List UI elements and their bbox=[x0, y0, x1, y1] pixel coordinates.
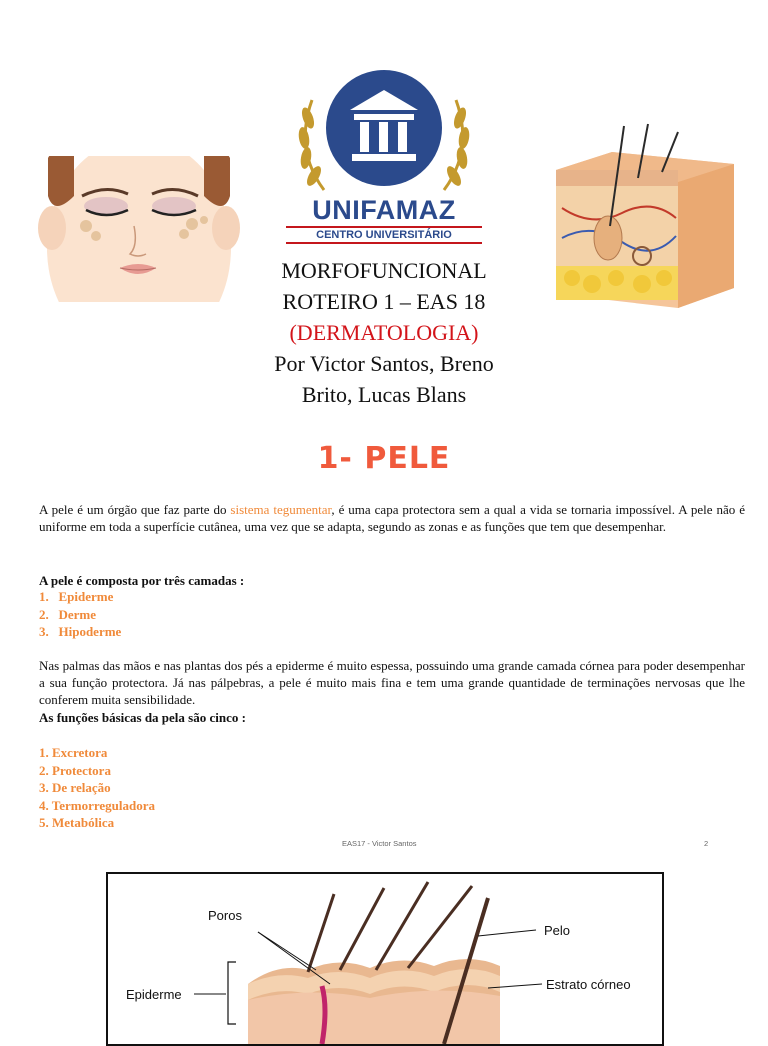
list-item: 4. Termorreguladora bbox=[39, 797, 156, 813]
section-heading: 1- PELE bbox=[317, 441, 451, 476]
list-item: 2. Derme bbox=[39, 606, 97, 622]
title-block bbox=[230, 255, 538, 410]
paragraph-thickness: Nas palmas das mãos e nas plantas dos pés a epiderme é muito espessa, possuindo uma grande camada córnea para poder desempenhar a sua função protectora. Já nas pálpebras, a pele é muito mais fina e tem uma grande quantidade de terminações nervosas que lhe conferem muita sensibilidade. bbox=[39, 658, 745, 707]
paragraph-intro-start: A pele é um órgão que faz parte do bbox=[39, 502, 231, 517]
title-dermatologia: (DERMATOLOGIA) bbox=[289, 320, 479, 345]
page-number: 2 bbox=[704, 839, 709, 848]
list-item: 5. Metabólica bbox=[39, 815, 115, 830]
list-item: 1. Excretora bbox=[39, 745, 108, 760]
paragraph-intro bbox=[39, 501, 745, 535]
link-sistema-tegumentar[interactable]: sistema tegumentar bbox=[230, 502, 332, 517]
authors-line-2: Brito, Lucas Blans bbox=[301, 382, 467, 407]
layers-list bbox=[39, 588, 121, 641]
skin-diagram-figure bbox=[106, 872, 664, 1046]
authors-line-1: Por Victor Santos, Breno bbox=[274, 351, 494, 376]
brand-subtitle: CENTRO UNIVERSITÁRIO bbox=[286, 226, 482, 244]
list-item: 2. Protectora bbox=[39, 762, 111, 778]
functions-list bbox=[39, 744, 155, 832]
label-estrato-corneo: Estrato córneo bbox=[546, 977, 631, 992]
title-line-1: MORFOFUNCIONAL bbox=[281, 258, 487, 283]
label-poros: Poros bbox=[208, 908, 242, 923]
list-item: 1. Epiderme bbox=[39, 589, 114, 604]
footer-text: EAS17 - Victor Santos bbox=[342, 839, 417, 848]
list-item: 3. De relação bbox=[39, 780, 111, 795]
layers-heading: A pele é composta por três camadas : bbox=[39, 573, 245, 588]
title-line-2: ROTEIRO 1 – EAS 18 bbox=[282, 289, 486, 314]
list-item: 3. Hipoderme bbox=[39, 624, 122, 639]
label-epiderme: Epiderme bbox=[126, 987, 182, 1002]
functions-heading: As funções básicas da pela são cinco : bbox=[39, 710, 246, 725]
brand-name: UNIFAMAZ bbox=[312, 195, 456, 225]
skin-cube-illustration bbox=[552, 118, 738, 314]
label-pelo: Pelo bbox=[544, 923, 571, 938]
skin-diagram-art bbox=[108, 874, 662, 1044]
face-illustration bbox=[34, 156, 244, 302]
brand-block bbox=[284, 196, 484, 244]
paragraph-intro-rest: , é uma capa protectora sem a qual a vida se tornaria impossível. A pele não é uniforme em toda a superfície cutânea, uma vez que se adapta, segundo as zonas e as funções que tem que desempenhar. bbox=[39, 502, 745, 534]
